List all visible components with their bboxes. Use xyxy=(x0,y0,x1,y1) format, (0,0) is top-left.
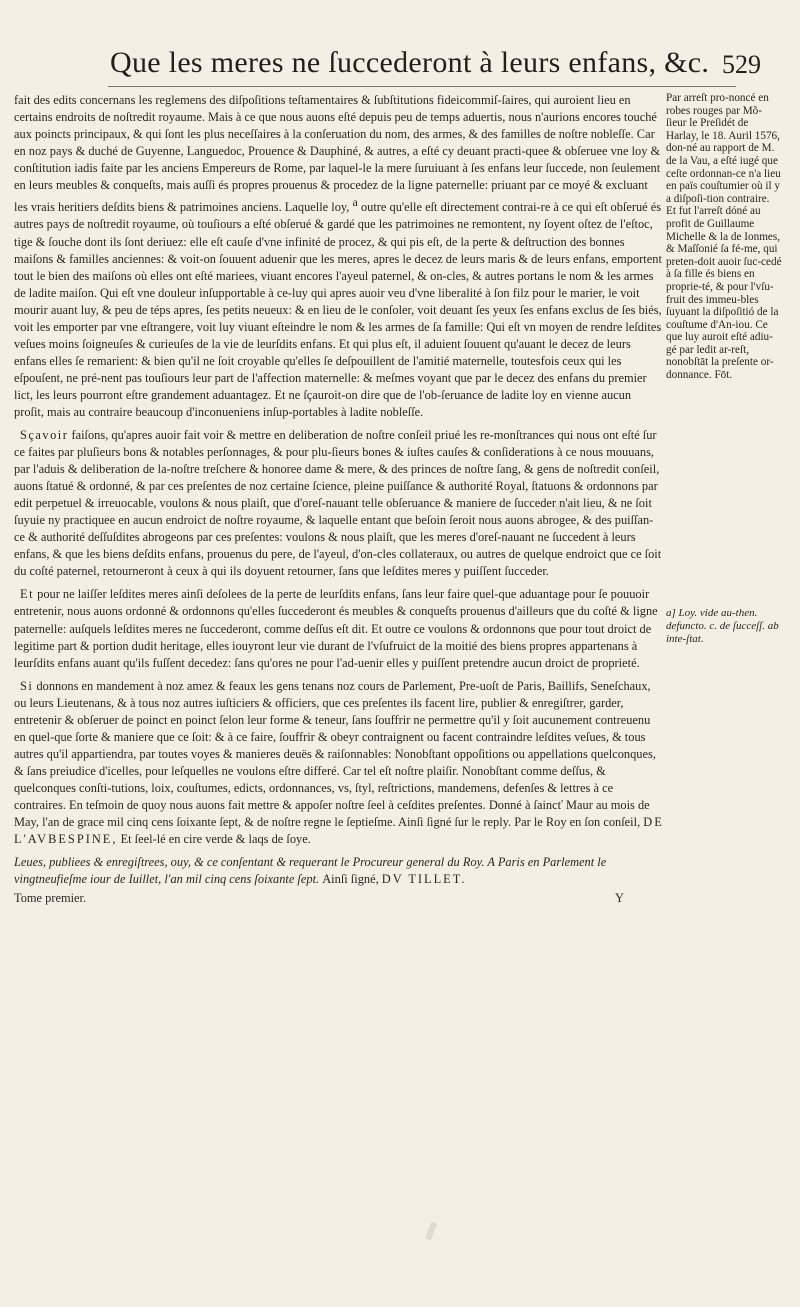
margin-note-arrest: Par arreſt pro-noncé en robes rouges par Mõ-ſieur le Preſidét de Harlay, le 18. Auril 1576, don-né au rapport de M. de la Vau, a eſté iugé que ceſte ordonnan-ce n'a lieu en païs couſtumier où il y a diſpoſi-tion contraire. Et fut l'arreſt dóné au profit de Guillaume Michelle & la de Ionmes, & Maſſonié ſa fé-me, qui preten-doit auoir ſuc-cedé à ſa fille és biens en proprie-té, & pour l'vſu-fruit des immeu-bles ſuyuant la diſpoſitió de la couſtume d'An-iou. Ce que luy auroit eſté adiu-gé par ledit ar-reſt, nonobſtāt la preſente or-donnance. Fōt. xyxy=(666,92,782,382)
paragraph-text: donnons en mandement à noz amez & feaux les gens tenans noz cours de Parlement, Pre-uoſt de Paris, Baillifs, Seneſchaux, ou leurs Lieutenans, & à tous noz autres iuſticiers & officiers, que ces preſentes ils facent lire, publier & enregiſtrer, garder, entretenir & obſeruer de poinct en poinct ſelon leur forme & teneur, ſans ſouffrir ne permettre qu'il y ſoit aucunement contreuenu en quel-que ſorte & maniere que ce ſoit: & à ce faire, ſouffrir & obeyr contraignent ou facent contraindre leſdites veſues, & tous autres qu'il appartiendra, par toutes voyes & manieres deuës & raiſonnables: Nonobſtant oppoſitions ou appellations quelconques, & ſans preiudice d'icelles, pour leſquelles ne voulons eſtre differé. Car tel eſt noſtre plaiſir. Nonobſtant comme deſſus, & quelconques conſti-tutions, loix, couſtumes, edicts, ordonnances, vs, ſtyl, reſtrictions, mandemens, defenſes & lettres à ce contraires. En teſmoin de quoy nous auons fait mettre & appoſer noſtre ſeel à ceſdites preſentes. Donné à ſaincť Maur au mois de May, l'an de grace mil cinq cens ſoixante ſept, & de noſtre regne le ſeptieſme. Ainſi ſigné ſur le reply. Par le Roy en ſon conſeil, xyxy=(14,678,656,830)
ink-smudge xyxy=(555,502,595,514)
catchword: Y xyxy=(615,891,624,906)
paragraph-text: Et ſeel-lé en cire verde & laqs de ſoye. xyxy=(120,832,311,847)
margin-notes xyxy=(666,92,782,645)
signed-label: Ainſi ſigné, xyxy=(322,872,379,887)
paragraph-lead-word: Sçavoir xyxy=(20,428,69,443)
paragraph-preamble xyxy=(14,92,664,421)
page-footer xyxy=(14,890,664,907)
paragraph-lead-word: Et xyxy=(20,587,35,602)
ink-mark xyxy=(425,1222,437,1241)
paragraph-text: faiſons, qu'apres auoir fait voir & mettre en deliberation de noſtre conſeil priué les re-monſtrances qui nous ont eſté ſur ce faites par pluſieurs bons & notables perſonnages, & pour plu-ſieurs bones & iuſtes cauſes & conſiderations à ce nous mouuans, par l'aduis & deliberation de la-noſtre treſchere & honoree dame & mere, & des princes de noſtre ſang, & gens de noſtredit conſeil, auons ſtatué & ordonné, & par ces preſentes de noz certaine ſcience, pleine puiſſance & authorité Royal, ſtatuons & ordonnons par edit perpetuel & irreuocable, voulons & nous plaiſt, que d'oreſ-nauant telle obſeruance & maniere de ſucceder n'ait lieu, & ne ſoit ſuyuie ny practiquee en aucun endroict de noſtre royaume, & laquelle entant que beſoin ſeroit nous auons abrogee, & des puiſſan-ce & authorité deſſuſdites abrogeons par ces preſentes: voulons & nous plaiſt, que les meres d'oreſ-nauant ne ſuccedent à leurs enfans, & que les biens deſdits enfans, prouenus du pere, de l'ayeul, d'on-cles collateraux, ou autres de quelque endroict que ce ſoit du coſté paternel, retourneront à ceux à qui ils doyuent retourner, ſans que leſdites meres y puiſſent ſucceder. xyxy=(14,428,662,579)
signature-aubespine: DE L'AVBESPINE, xyxy=(14,815,664,847)
signature-du-tillet: DV TILLET. xyxy=(381,872,467,887)
main-text-column xyxy=(14,92,664,907)
paragraph-text: pour ne laiſſer leſdites meres ainſi deſolees de la perte de leurſdits enfans, ſans leur faire quel-que aduantage pour ſe pouuoir entretenir, nous auons ordonné & ordonnons qu'elles ſuccederont és meubles & conqueſts prouenus d'ailleurs que du coſté & ligne paternelle: auſquels leſdites meres ne ſuccederont, comme deſſus eſt dit. Et outre ce voulons & ordonnons que pour tout droict de legitime part & portion dudit heritage, elles iouyront leur vie durant de l'vſufruict de la moitié des biens propres appartenans à leurſdits enfans auant qu'ils fuſſent decedez: ſans qu'ores ne pour l'ad-uenir elles y puiſſent pretendre aucun droict de proprieté. xyxy=(14,587,658,670)
registration-text: Leues, publiees & enregiſtrees, ouy, & ce conſentant & requerant le Procureur general du Roy. A Paris en Parlement le vingtneufieſme iour de Iuillet, l'an mil cinq cens ſoixante ſept. xyxy=(14,855,607,887)
paragraph-si xyxy=(14,678,664,848)
paragraph-et xyxy=(14,586,664,671)
header-rule xyxy=(108,86,736,87)
running-head-title: Que les meres ne ſuccederont à leurs enfans, &c. xyxy=(110,46,710,79)
paragraph-text: fait des edits concernans les reglemens des diſpoſitions teſtamentaires & ſubſtitutions fideicommiſ-ſaires, qui auroient lieu en certains endroits de noſtredit royaume. Mais à ce que nous auons eſté depuis peu de temps aduertis, nous n'aurions encores touché aux poincts principaux, & qui ſont les plus neceſſaires à la conſeruation du nom, des armes, & des familles de noſtre nobleſſe. Car en noz pays & duché de Guyenne, Languedoc, Prouence & Dauphiné, & autres, a eſté cy deuant practi-quee & obſeruee vne loy & conſtitution iadis faite par les anciens Empereurs de Rome, par laquel-le la mere ſuruiuant à ſes enfans leur ſuccede, non ſeulement en leurs meubles & conqueſts, mais auſſi és propres prouenus & procedez de la ligne paternelle: priuant par ce moyé & excluant les vrais heritiers deſdits biens & patrimoines anciens. Laquelle loy, xyxy=(14,93,661,215)
registration-note xyxy=(14,854,664,888)
note-marker: a xyxy=(352,195,358,210)
margin-note-law: a] Loy. vide au-then. defuncto. c. de ſucceſſ. ab inte-ſtat. xyxy=(666,607,779,645)
page-number: 529 xyxy=(722,50,761,79)
paragraph-lead-word: Si xyxy=(20,678,34,693)
volume-label: Tome premier. xyxy=(14,891,87,906)
paragraph-text: outre qu'elle eſt directement contrai-re à ce qui eſt obſerué és autres pays de noſtredit royaume, où touſiours a eſté obſerué & gardé que les patrimoines ne remontent, ny ſoyent oſtez de l'eſtoc, tige & ſouche dont ils ſont deriuez: elle eſt cauſe d'vne infinité de procez, & qui pis eſt, de la perte & deſtruction des bonnes maiſons & familles anciennes: & voit-on ſouuent aduenir que les meres, apres le decez de leurs maris & de leurs enfans, emportent tout le bien des maiſons où elles ont eſté mariees, viuant encores l'ayeul paternel, & on-cles, & autres portans le nom & les armes de ladite maiſon. Qui eſt vne douleur inſupportable à ce-luy qui apres auoir veu d'vne liberalité à ſon filz pour le marier, le voit mourir auant luy, & peu de téps apres, ſes petits neueux: & en lieu de le conſoler, voit deuant ſes yeux ſes enfans exclus de ſes biés, voit les emporter par vne eſtrangere, voit luy viuant eſteindre le nom & les armes de ſa famille: Qui eſt vn moyen de rendre leſdites veſues moins ſoigneuſes & curieuſes de la vie de leurſdits enfans. Et qui plus eſt, il aduient ſouuent qu'auant le decez de leurs enfans elles ſe remarient: & bien qu'il ne ſoit croyable qu'elles ſe deſpouillent de l'amitié maternelle, toutesfois ceux qui les eſpouſent, ne pré-nent pas touſiours leur part de l'affection maternelle: & meſmes voyant que par le decez des enfans du premier lict, les leurs pourront eſtre grandement aduantagez. Et ne ſçauroit-on dire que de l'ob-ſeruance de ladite loy en vienne aucun proſit, mais au contraire beaucoup d'inconueniens inſup-portables à ladite nobleſſe. xyxy=(14,200,662,419)
